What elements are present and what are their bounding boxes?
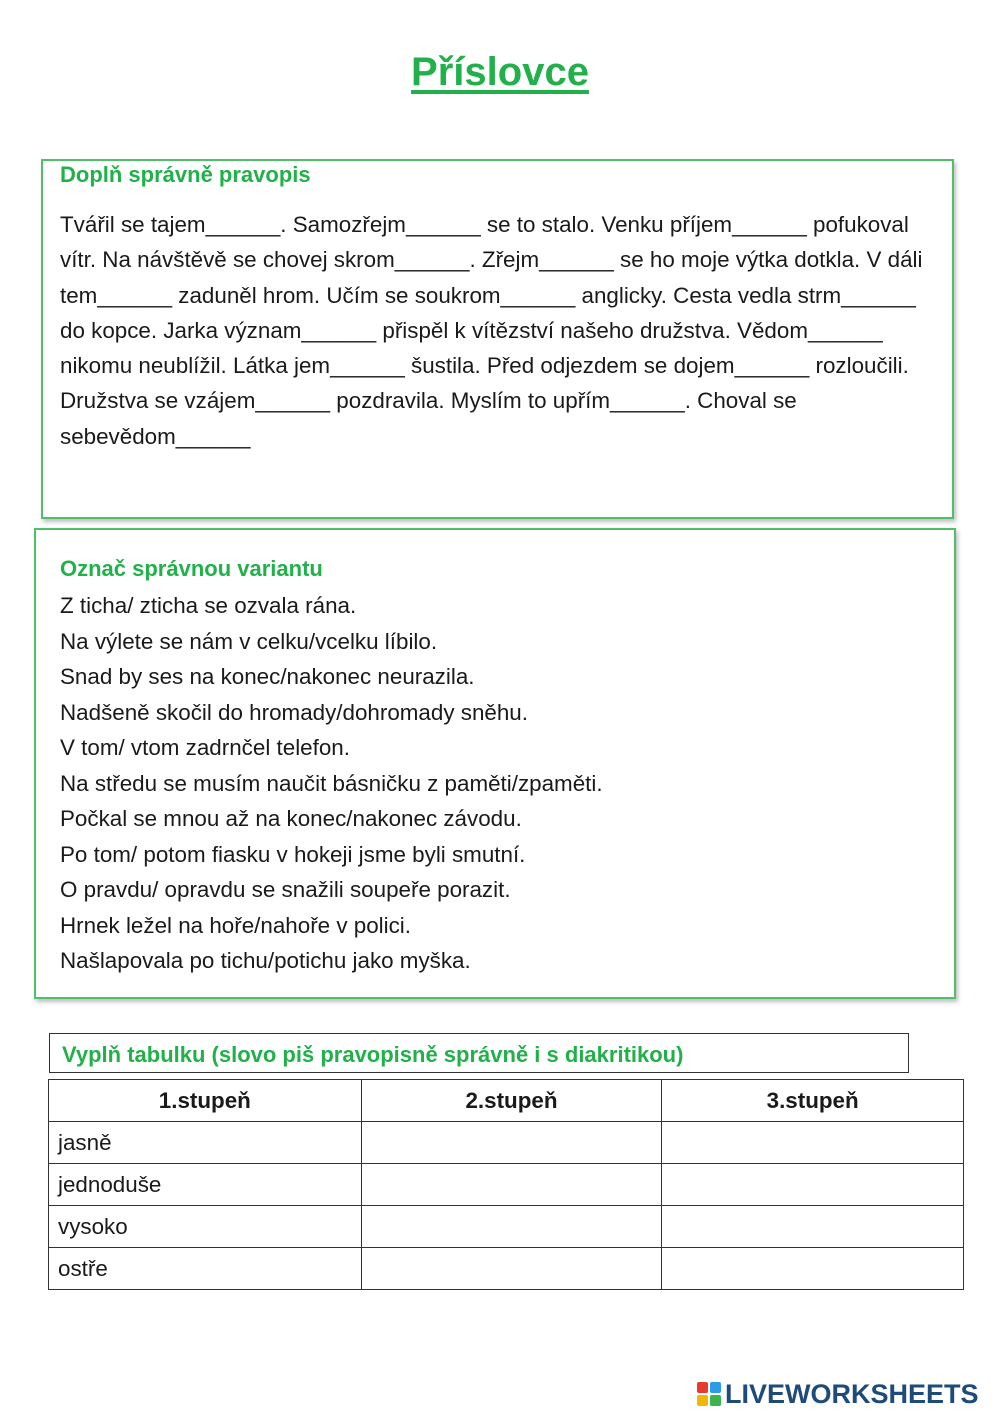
fill-in-heading: Doplň správně pravopis <box>60 162 311 187</box>
choice-list <box>60 588 603 979</box>
column-header-1: 1.stupeň <box>49 1080 362 1122</box>
choice-heading: Označ správnou variantu <box>60 556 323 581</box>
page-title: Příslovce <box>411 50 589 94</box>
fill-in-section <box>41 159 954 519</box>
choice-sentence[interactable]: Snad by ses na konec/nakonec neurazila. <box>60 664 475 689</box>
table-row <box>49 1248 964 1290</box>
logo-square <box>710 1382 721 1393</box>
logo-square <box>697 1382 708 1393</box>
table-row <box>49 1206 964 1248</box>
fill-in-paragraph: Tvářil se tajem______. Samozřejm______ se to stalo. Venku příjem______ pofukoval vítr. Na návštěvě se chovej skrom______. Zřejm______ se ho moje výtka dotkla. V dáli tem______ zaduněl hrom. Učím se soukrom______ anglicky. Cesta vedla strm______ do kopce. Jarka význam______ přispěl k vítězství našeho družstva. Vědom______ nikomu neublížil. Látka jem______ šustila. Před odjezdem se dojem______ rozloučili. Družstva se vzájem______ pozdravila. Myslím to upřím______. Choval se sebevědom______ <box>60 212 923 449</box>
choice-sentence[interactable]: Po tom/ potom fiasku v hokeji jsme byli smutní. <box>60 841 526 867</box>
base-form-cell: ostře <box>49 1248 362 1290</box>
table-heading: Vyplň tabulku (slovo piš pravopisně správně i s diakritikou) <box>62 1042 684 1067</box>
table-caption-box <box>49 1033 909 1073</box>
logo-text: LIVEWORKSHEETS <box>725 1378 979 1409</box>
liveworksheets-logo <box>697 1377 979 1411</box>
comparison-table <box>48 1079 964 1290</box>
choice-sentence[interactable]: Počkal se mnou až na konec/nakonec závodu. <box>60 806 522 831</box>
choice-sentence[interactable]: Hrnek ležel na hoře/nahoře v polici. <box>60 912 411 938</box>
answer-cell-2[interactable] <box>361 1122 662 1164</box>
choice-sentence[interactable]: Nadšeně skočil do hromady/dohromady sněhu. <box>60 699 528 725</box>
choice-sentence[interactable]: Našlapovala po tichu/potichu jako myška. <box>60 948 471 973</box>
answer-cell-3[interactable] <box>662 1122 964 1164</box>
table-row <box>49 1122 964 1164</box>
choice-sentence[interactable]: Na středu se musím naučit básničku z paměti/zpaměti. <box>60 770 603 796</box>
base-form-cell: jasně <box>49 1122 362 1164</box>
logo-mark-icon <box>697 1382 721 1406</box>
answer-cell-3[interactable] <box>662 1206 964 1248</box>
table-row <box>49 1164 964 1206</box>
column-header-2: 2.stupeň <box>361 1080 662 1122</box>
logo-square <box>710 1395 721 1406</box>
answer-cell-3[interactable] <box>662 1248 964 1290</box>
base-form-cell: vysoko <box>49 1206 362 1248</box>
column-header-3: 3.stupeň <box>662 1080 964 1122</box>
choice-section <box>34 528 956 999</box>
logo-square <box>697 1395 708 1406</box>
answer-cell-2[interactable] <box>361 1248 662 1290</box>
choice-sentence[interactable]: V tom/ vtom zadrnčel telefon. <box>60 735 350 760</box>
choice-sentence[interactable]: O pravdu/ opravdu se snažili soupeře porazit. <box>60 877 511 902</box>
answer-cell-2[interactable] <box>361 1206 662 1248</box>
table-header-row <box>49 1080 964 1122</box>
answer-cell-2[interactable] <box>361 1164 662 1206</box>
choice-sentence[interactable]: Z ticha/ zticha se ozvala rána. <box>60 593 357 618</box>
choice-sentence[interactable]: Na výlete se nám v celku/vcelku líbilo. <box>60 628 438 654</box>
answer-cell-3[interactable] <box>662 1164 964 1206</box>
base-form-cell: jednoduše <box>49 1164 362 1206</box>
